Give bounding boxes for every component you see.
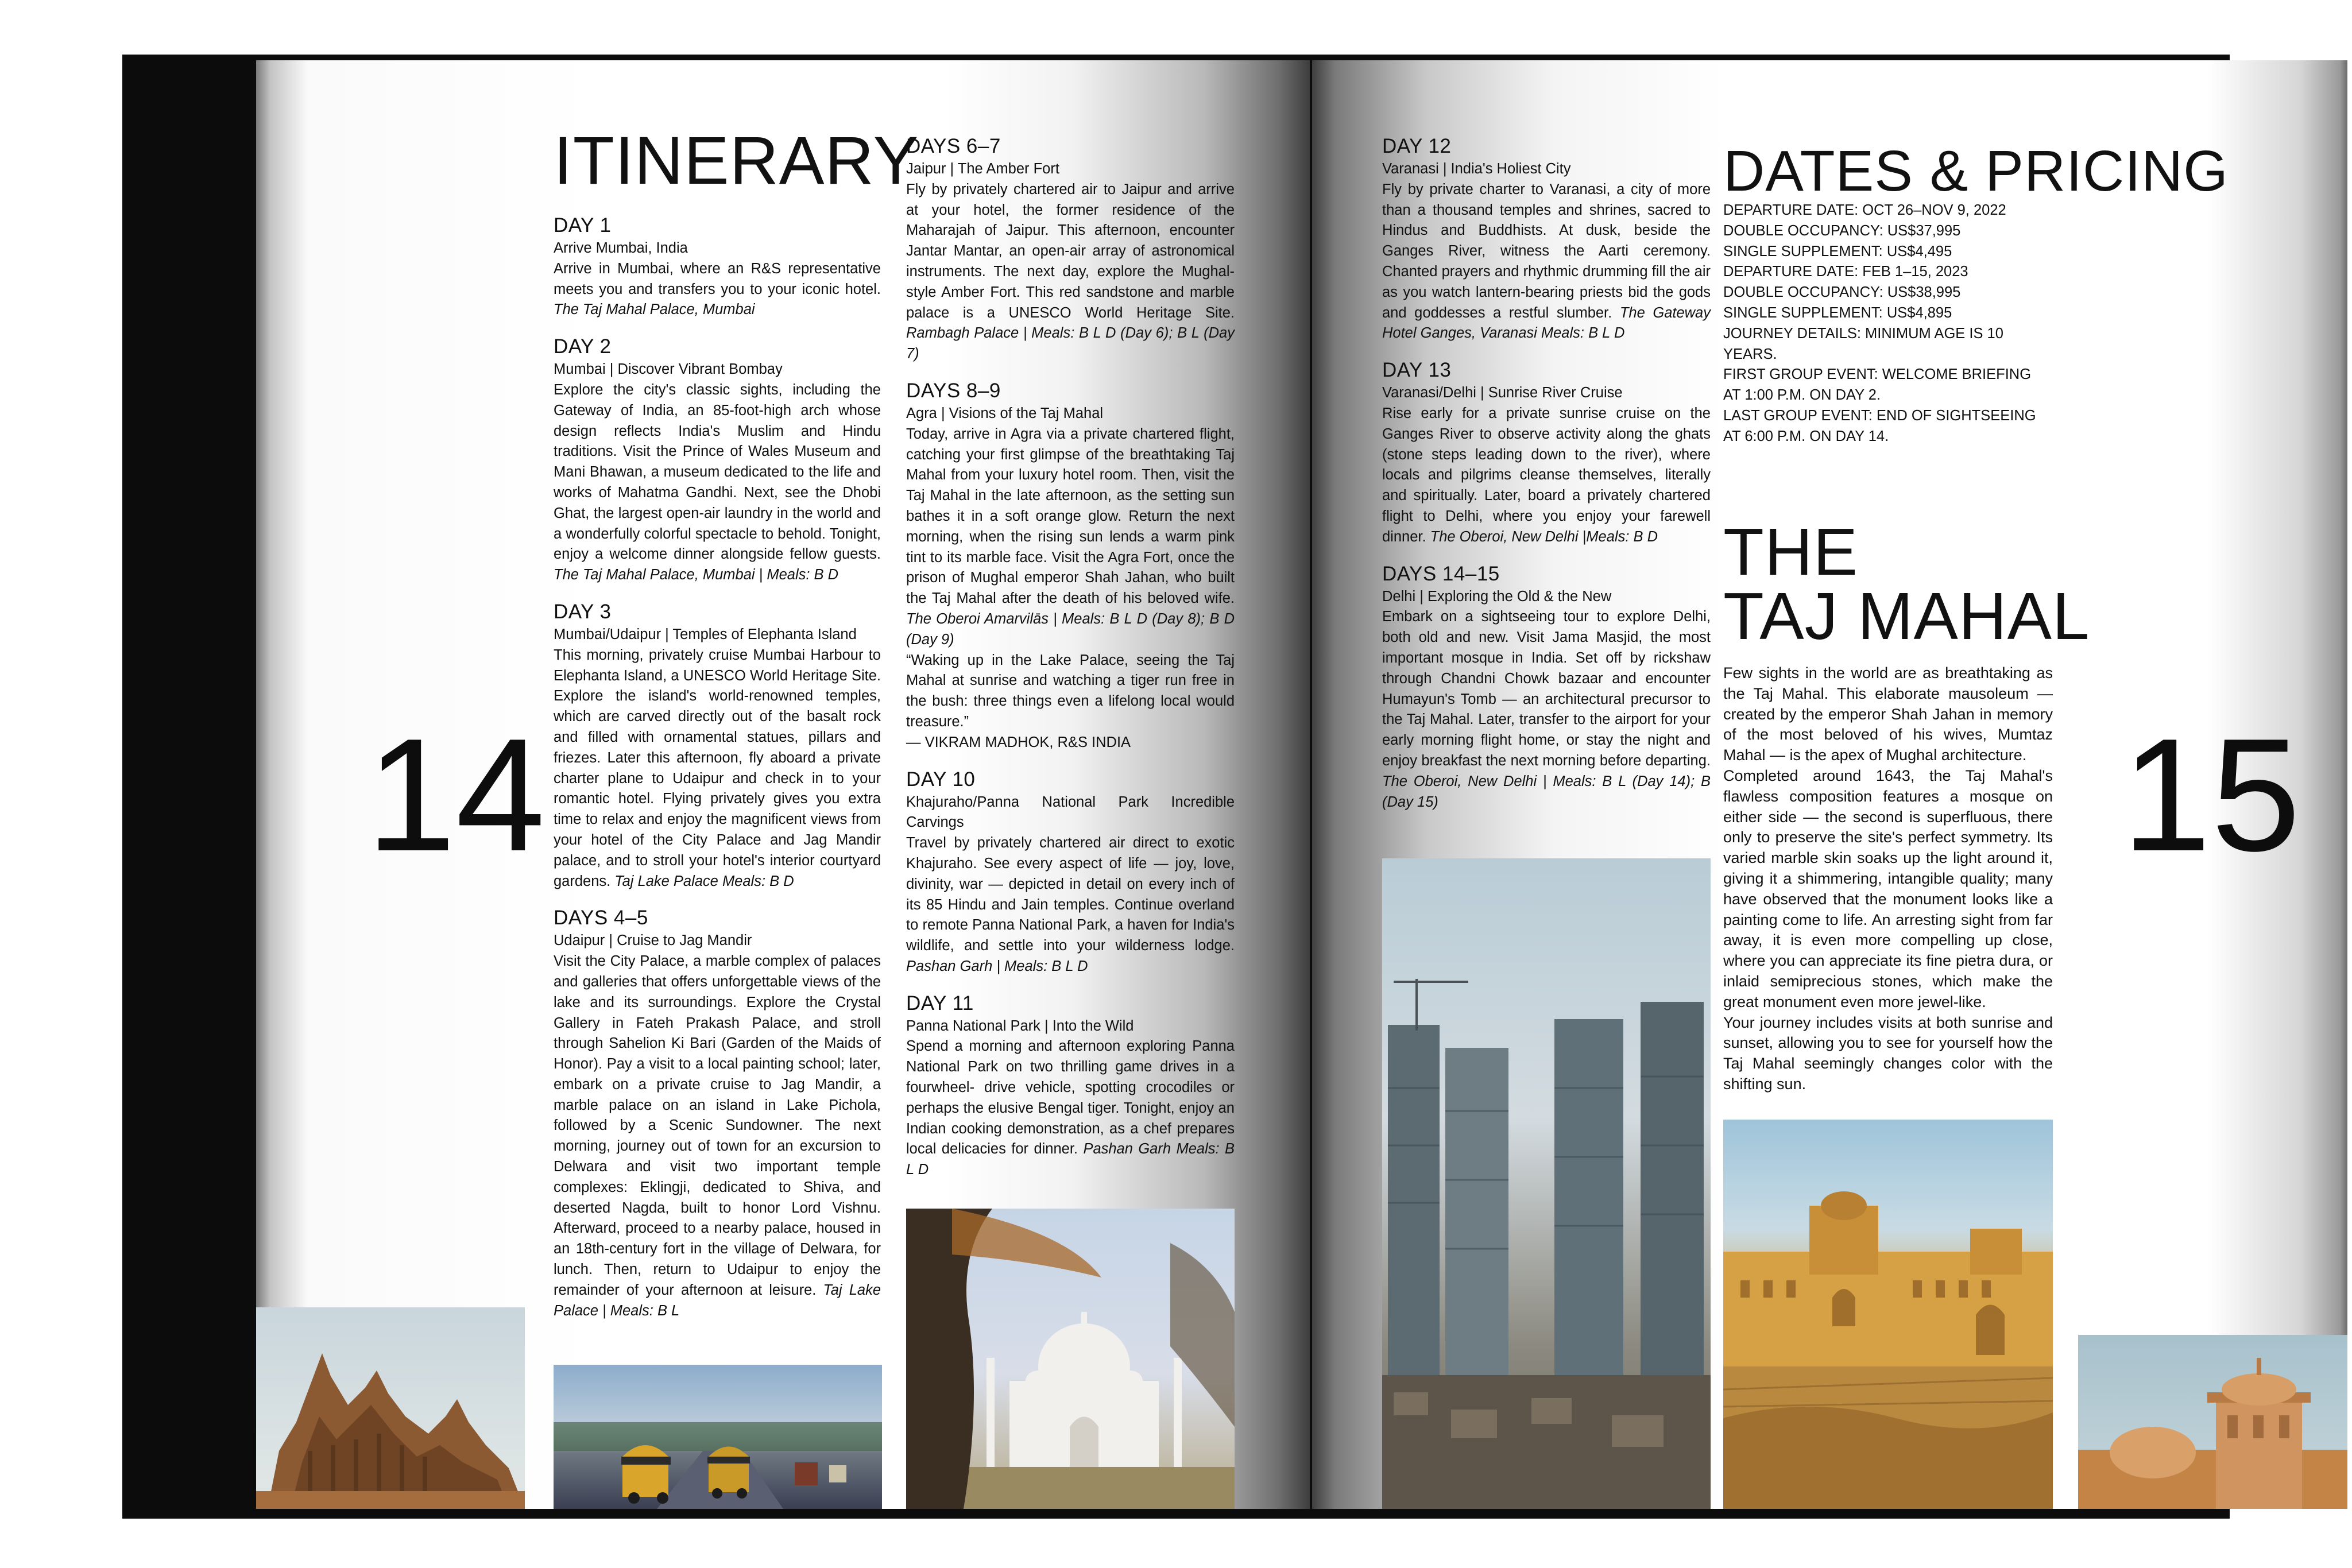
feature-title-line-1: THE (1723, 514, 1858, 589)
day-note: Taj Lake Palace Meals: B D (614, 873, 794, 889)
day-body: This morning, privately cruise Mumbai Harbour to Elephanta Island, a UNESCO World Heritage Site. Explore the island's world-renowned temples, which are carved directly out of the basalt rock and filled with ornamental statues, pillars and friezes. Later this afternoon, fly aboard a private charter plane to Udaipur and check in to your romantic hotel. Flying privately gives you extra time to relax and enjoy the magnificent views from your hotel of the City Palace and Jag Mandir palace, and to stroll your hotel's interior courtyard gardens. Taj Lake Palace Meals: B D (554, 646, 881, 889)
day-heading: DAY 10 (906, 768, 976, 791)
day-note: The Gateway Hotel Ganges, Varanasi Meals: B L D (1382, 304, 1711, 342)
day-body: Explore the city's classic sights, including the Gateway of India, an 85-foot-high arch whose design reflects India's Muslim and Hindu traditions. Visit the Prince of Wales Museum and Mani Bhawan, a museum dedicated to the life and works of Mahatma Gandhi. Next, see the Dhobi Ghat, the largest open-air laundry in the world and a wonderfully colorful spectacle to behold. Tonight, enjoy a welcome dinner alongside fellow guests. The Taj Mahal Palace, Mumbai | Meals: B D (554, 381, 881, 583)
day-note: The Taj Mahal Palace, Mumbai (554, 301, 755, 318)
fort-tower-photo (2078, 1335, 2347, 1509)
right-page (1312, 60, 2347, 1509)
pricing-line: DOUBLE OCCUPANCY: US$38,995 (1723, 284, 1961, 301)
itinerary-title: ITINERARY (554, 123, 919, 199)
day-body: Spend a morning and afternoon exploring Panna National Park on two thrilling game drives in a fourwheel- drive vehicle, spotting crocodiles or perhaps the elusive Bengal tiger. Tonight, enjoy an Indian cooking demonstration, as a chef prepares local delicacies for dinner. Pashan Garh Meals: B L D (906, 1038, 1235, 1178)
feature-title (1723, 514, 2090, 653)
quote-author: — VIKRAM MADHOK, R&S INDIA (906, 734, 1131, 750)
pull-quote: “Waking up in the Lake Palace, seeing the Taj Mahal at sunrise and watching a tiger run free in the bush: three things even a lifelong local would treasure.” (906, 652, 1235, 730)
day-subtitle: Arrive Mumbai, India (554, 240, 688, 256)
auto-rickshaw-illustration (554, 1365, 882, 1509)
day-body: Fly by privately chartered air to Jaipur and arrive at your hotel, the former residence of the Maharajah of Jaipur. This afternoon, encounter Jantar Mantar, an open-air array of astronomical instruments. The next day, explore the Mughal-style Amber Fort. This red sandstone and marble palace is a UNESCO World Heritage Site. Rambagh Palace | Meals: B L D (Day 6); B L (Day 7) (906, 181, 1235, 362)
day-subtitle: Jaipur | The Amber Fort (906, 161, 1059, 177)
left-page (256, 60, 1310, 1509)
pricing-details (1723, 200, 2056, 447)
day-body: Travel by privately chartered air direct to exotic Khajuraho. See every aspect of life — joy, love, divinity, war — depicted in detail on every inch of its 85 Hindu and Jain temples. Continue overland to remote Panna National Park, a haven for India's wildlife, and settle into your wilderness lodge. Pashan Garh | Meals: B L D (906, 835, 1235, 974)
day-heading: DAY 12 (1382, 135, 1452, 157)
day-entry (1382, 358, 1711, 547)
day-heading: DAY 13 (1382, 359, 1452, 382)
itinerary-column-3 (1382, 134, 1711, 812)
pricing-line: LAST GROUP EVENT: END OF SIGHTSEEING AT 6:00 P.M. ON DAY 14. (1723, 407, 2036, 444)
pricing-line: SINGLE SUPPLEMENT: US$4,495 (1723, 243, 1952, 260)
day-heading: DAY 3 (554, 600, 612, 623)
day-note: The Oberoi, New Delhi | Meals: B L (Day 14); B (Day 15) (1382, 773, 1711, 810)
page-number-left: 14 (366, 706, 546, 885)
day-subtitle: Udaipur | Cruise to Jag Mandir (554, 932, 752, 949)
day-subtitle: Khajuraho/Panna National Park Incredible Carvings (906, 793, 1235, 831)
day-heading: DAY 1 (554, 214, 612, 237)
day-entry (554, 599, 881, 892)
day-subtitle: Panna National Park | Into the Wild (906, 1017, 1134, 1034)
day-note: Pashan Garh | Meals: B L D (906, 958, 1088, 974)
day-body: Rise early for a private sunrise cruise on the Ganges River to observe activity along the ghats (stone steps leading down to the river), where locals and pilgrims cleanse themselves, literally and spiritually. Later, board a privately chartered flight to Delhi, where you enjoy your farewell dinner. The Oberoi, New Delhi |Meals: B D (1382, 405, 1711, 545)
day-subtitle: Varanasi | India's Holiest City (1382, 161, 1571, 177)
day-entry (906, 378, 1235, 753)
day-note: The Taj Mahal Palace, Mumbai | Meals: B D (554, 567, 839, 583)
day-body: Today, arrive in Agra via a private chartered flight, catching your first glimpse of the breathtaking Taj Mahal from your luxury hotel room. Then, visit the Taj Mahal in the late afternoon, as the setting sun bathes it in a soft orange glow. Return the next morning, when the rising sun lends a warm pink tint to its marble face. Visit the Agra Fort, once the prison of Mughal emperor Shah Jahan, who built the Taj Mahal after the death of his beloved wife. The Oberoi Amarvilās | Meals: B L D (Day 8); B D (Day 9) (906, 425, 1235, 648)
pricing-line: DEPARTURE DATE: OCT 26–NOV 9, 2022 (1723, 202, 2006, 218)
day-entry (906, 134, 1235, 365)
itinerary-column-2 (906, 134, 1235, 1180)
day-subtitle: Agra | Visions of the Taj Mahal (906, 405, 1104, 421)
book-spread (122, 55, 2301, 1519)
day-note: The Oberoi, New Delhi |Meals: B D (1430, 528, 1658, 545)
day-body: Arrive in Mumbai, where an R&S representative meets you and transfers you to your iconic hotel. The Taj Mahal Palace, Mumbai (554, 260, 881, 318)
day-heading: DAY 2 (554, 335, 612, 358)
day-entry (1382, 562, 1711, 813)
feature-paragraph: Completed around 1643, the Taj Mahal's flawless composition features a mosque on either side — the second is superfluous, there only to preserve the site's perfect symmetry. Its varied marble skin soaks up the light around it, giving it a shimmering, intangible quality; many have observed that the monument looks like a painting come to life. An arresting sight from far away, it is even more compelling up close, where you can appreciate its fine pietra dura, or inlaid semiprecious stones, which make the great monument even more jewel-like. (1723, 766, 2053, 1011)
day-subtitle: Delhi | Exploring the Old & the New (1382, 588, 1612, 605)
day-subtitle: Varanasi/Delhi | Sunrise River Cruise (1382, 385, 1623, 401)
day-entry (554, 905, 881, 1321)
day-entry (554, 334, 881, 586)
pricing-line: DOUBLE OCCUPANCY: US$37,995 (1723, 222, 1961, 239)
pricing-title: DATES & PRICING (1723, 139, 2229, 203)
pricing-line: DEPARTURE DATE: FEB 1–15, 2023 (1723, 264, 1968, 280)
feature-paragraph: Your journey includes visits at both sunrise and sunset, allowing you to see for yourself how the Taj Mahal seemingly changes color with the shifting sun. (1723, 1013, 2053, 1093)
day-subtitle: Mumbai/Udaipur | Temples of Elephanta Island (554, 626, 857, 642)
pricing-line: FIRST GROUP EVENT: WELCOME BRIEFING AT 1:00 P.M. ON DAY 2. (1723, 366, 2032, 404)
feature-title-line-2: TAJ MAHAL (1723, 579, 2090, 653)
day-note: Pashan Garh Meals: B L D (906, 1141, 1235, 1178)
pricing-line: JOURNEY DETAILS: MINIMUM AGE IS 10 YEARS. (1723, 325, 2003, 362)
fort-tower-illustration (2078, 1335, 2347, 1509)
day-subtitle: Mumbai | Discover Vibrant Bombay (554, 361, 783, 378)
taj-mahal-illustration (906, 1209, 1235, 1509)
day-note: Rambagh Palace | Meals: B L D (Day 6); B L (Day 7) (906, 325, 1235, 362)
itinerary-column-1 (554, 213, 881, 1321)
day-heading: DAYS 14–15 (1382, 562, 1500, 585)
day-heading: DAYS 6–7 (906, 135, 1001, 157)
day-body: Fly by private charter to Varanasi, a city of more than a thousand temples and shrines, sacred to Hindus and Buddhists. At dusk, beside the Ganges River, witness the Aarti ceremony. Chanted prayers and rhythmic drumming fill the air as you watch lantern-bearing priests bid the gods and goddesses a restful slumber. The Gateway Hotel Ganges, Varanasi Meals: B L D (1382, 181, 1711, 342)
temple-photo (256, 1307, 525, 1509)
feature-article (1723, 663, 2053, 1095)
feature-paragraph: Few sights in the world are as breathtaking as the Taj Mahal. This elaborate mausoleum — created by the emperor Shah Jahan in memory of the most beloved of his wives, Mumtaz Mahal — is the apex of Mughal architecture. (1723, 664, 2053, 764)
day-entry (906, 991, 1235, 1180)
day-entry (554, 213, 881, 320)
amber-fort-photo (1723, 1120, 2053, 1509)
day-body: Embark on a sightseeing tour to explore Delhi, both old and new. Visit Jama Masjid, the most important mosque in India. Set off by rickshaw through Chandni Chowk bazaar and encounter Humayun's Tomb — an architectural precursor to the Taj Mahal. Later, transfer to the airport for your early morning flight home, or stay the night and enjoy breakfast the next morning before departing. The Oberoi, New Delhi | Meals: B L (Day 14); B (Day 15) (1382, 609, 1711, 810)
day-note: Taj Lake Palace | Meals: B L (554, 1281, 881, 1319)
page-number-right: 15 (2122, 706, 2301, 885)
street-traffic-photo (554, 1365, 882, 1509)
day-note: The Oberoi Amarvilās | Meals: B L D (Day 8); B D (Day 9) (906, 610, 1235, 648)
khajuraho-temple-illustration (256, 1307, 525, 1509)
skyline-illustration (1382, 858, 1711, 1509)
skyline-photo (1382, 858, 1711, 1509)
day-entry (906, 767, 1235, 977)
day-heading: DAY 11 (906, 992, 974, 1015)
day-entry (1382, 134, 1711, 344)
day-body: Visit the City Palace, a marble complex of palaces and galleries that offers unforgettable views of the lake and its surroundings. Explore the Crystal Gallery in Fateh Prakash Palace, and stroll through Sahelion Ki Bari (Garden of the Maids of Honor). Pay a visit to a local painting school; later, embark on a private cruise to Jag Mandir, a marble palace on an island in Lake Pichola, followed by a Scenic Sundowner. The next morning, journey out of town for an excursion to Delwara and visit two important temple complexes: Eklingji, dedicated to Shiva, and deserted Nagda, built to honor Lord Vishnu. Afterward, proceed to a nearby palace, housed in an 18th-century fort in the village of Delwara, for lunch. Then, return to Udaipur to enjoy the remainder of your afternoon at leisure. Taj Lake Palace | Meals: B L (554, 953, 881, 1319)
day-heading: DAYS 4–5 (554, 907, 648, 930)
day-heading: DAYS 8–9 (906, 379, 1001, 402)
pricing-line: SINGLE SUPPLEMENT: US$4,895 (1723, 304, 1952, 321)
taj-mahal-photo (906, 1209, 1235, 1509)
amber-fort-illustration (1723, 1120, 2053, 1509)
